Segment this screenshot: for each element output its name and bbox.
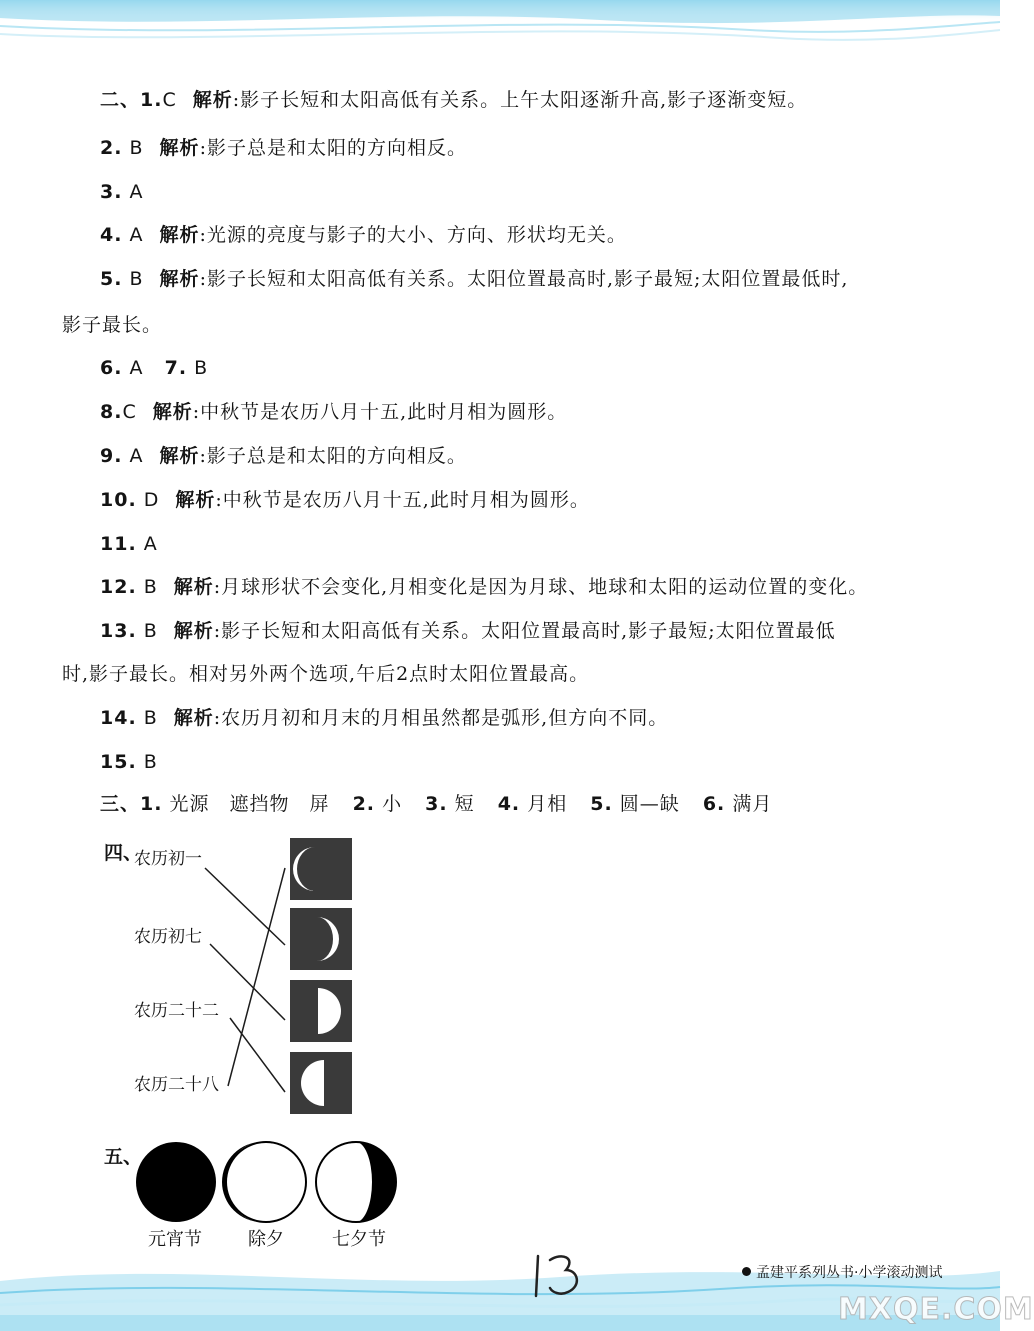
answer-letter: A: [129, 357, 144, 379]
moon-outline-sliver: [222, 1142, 306, 1222]
analysis-label: 解析: [173, 707, 214, 729]
analysis-text: :光源的亮度与影子的大小、方向、形状均无关。: [199, 224, 627, 246]
blank-number: 1.: [140, 793, 163, 815]
moon-phase-thin-crescent: [290, 838, 352, 900]
lunar-day-label: 农历初七: [134, 927, 202, 947]
footer-series-text: 孟建平系列丛书·小学滚动测试: [756, 1265, 943, 1281]
analysis-text: :中秋节是农历八月十五,此时月相为圆形。: [215, 489, 590, 511]
footer-series: [742, 1262, 942, 1282]
answer-letter: B: [129, 137, 144, 159]
answer-letter: C: [162, 89, 177, 111]
answer-letter: C: [122, 401, 137, 423]
question-number: 11.: [100, 533, 137, 555]
analysis-label: 解析: [173, 576, 214, 598]
analysis-text: :农历月初和月末的月相虽然都是弧形,但方向不同。: [213, 707, 669, 729]
blank-answer: 小: [382, 793, 403, 815]
question-number: 12.: [100, 576, 137, 598]
section-2-prefix: 二、: [100, 89, 141, 111]
question-number: 1.: [140, 89, 163, 111]
analysis-text: :影子长短和太阳高低有关系。太阳位置最高时,影子最短;太阳位置最低: [213, 620, 836, 642]
answer-letter: B: [143, 751, 158, 773]
watermark-logo: MXQE.COM: [838, 1292, 1034, 1327]
answer-letter: A: [129, 181, 144, 203]
blank-number: 2.: [352, 793, 376, 815]
blank-answer: 月相: [527, 793, 568, 815]
blank-answer: 圆—缺: [619, 793, 680, 815]
blank-number: 5.: [590, 793, 613, 815]
lunar-day-label: 农历二十二: [134, 1001, 219, 1021]
blank-answer: 满月: [732, 793, 773, 815]
analysis-label: 解析: [152, 401, 193, 423]
analysis-text: :月球形状不会变化,月相变化是因为月球、地球和太阳的运动位置的变化。: [213, 576, 869, 598]
festival-moons: [130, 1140, 410, 1224]
answer-letter: B: [194, 357, 209, 379]
answer-letter: B: [143, 576, 158, 598]
moon-phase-crescent: [290, 908, 352, 970]
lunar-day-label: 农历二十八: [134, 1075, 219, 1095]
section-4-prefix: 四、: [104, 842, 143, 864]
question-number: 7.: [164, 357, 188, 379]
blank-answer: 光源 遮挡物 屏: [169, 793, 330, 815]
analysis-label: 解析: [159, 268, 200, 290]
analysis-label: 解析: [159, 137, 200, 159]
question-number: 15.: [100, 751, 137, 773]
question-number: 9.: [100, 445, 123, 467]
blank-answer: 短: [454, 793, 475, 815]
analysis-text: :影子长短和太阳高低有关系。上午太阳逐渐升高,影子逐渐变短。: [232, 89, 808, 111]
festival-label: 除夕: [248, 1229, 284, 1250]
answer-letter: D: [143, 489, 160, 511]
answer-letter: B: [143, 620, 158, 642]
analysis-label: 解析: [175, 489, 216, 511]
section-3-prefix: 三、: [100, 793, 141, 815]
festival-label: 元宵节: [148, 1229, 202, 1250]
analysis-text: 影子最长。: [62, 314, 163, 336]
analysis-label: 解析: [173, 620, 214, 642]
answer-letter: A: [129, 224, 144, 246]
moon-crescent-dark-right: [316, 1142, 396, 1222]
answer-letter: B: [129, 268, 144, 290]
answer-letter: B: [143, 707, 158, 729]
blank-number: 4.: [497, 793, 521, 815]
match-line-day22: [230, 1018, 285, 1092]
lunar-day-label: 农历初一: [134, 849, 202, 869]
question-number: 3.: [100, 181, 123, 203]
answer-letter: A: [129, 445, 144, 467]
analysis-label: 解析: [159, 445, 200, 467]
analysis-text: 时,影子最长。相对另外两个选项,午后2点时太阳位置最高。: [62, 663, 590, 685]
analysis-label: 解析: [192, 89, 233, 111]
section-5-prefix: 五、: [104, 1146, 143, 1168]
question-number: 13.: [100, 620, 137, 642]
bullet-icon: [742, 1267, 751, 1276]
question-number: 14.: [100, 707, 137, 729]
blank-number: 6.: [702, 793, 726, 815]
question-number: 10.: [100, 489, 137, 511]
analysis-label: 解析: [159, 224, 200, 246]
question-number: 5.: [100, 268, 123, 290]
moon-phase-half-left: [290, 1052, 352, 1114]
analysis-text: :影子总是和太阳的方向相反。: [199, 137, 467, 159]
moon-phase-half-right: [290, 980, 352, 1042]
question-number: 4.: [100, 224, 123, 246]
analysis-text: :影子总是和太阳的方向相反。: [199, 445, 467, 467]
festival-label: 七夕节: [332, 1229, 386, 1250]
answer-letter: A: [143, 533, 158, 555]
handwritten-page-number: [528, 1252, 588, 1304]
question-number: 6.: [100, 357, 123, 379]
moon-full-dark: [136, 1142, 216, 1222]
analysis-text: :影子长短和太阳高低有关系。太阳位置最高时,影子最短;太阳位置最低时,: [199, 268, 849, 290]
analysis-text: :中秋节是农历八月十五,此时月相为圆形。: [192, 401, 568, 423]
question-number: 8.: [100, 401, 123, 423]
blank-number: 3.: [425, 793, 448, 815]
match-line-day1: [205, 868, 285, 945]
question-number: 2.: [100, 137, 123, 159]
